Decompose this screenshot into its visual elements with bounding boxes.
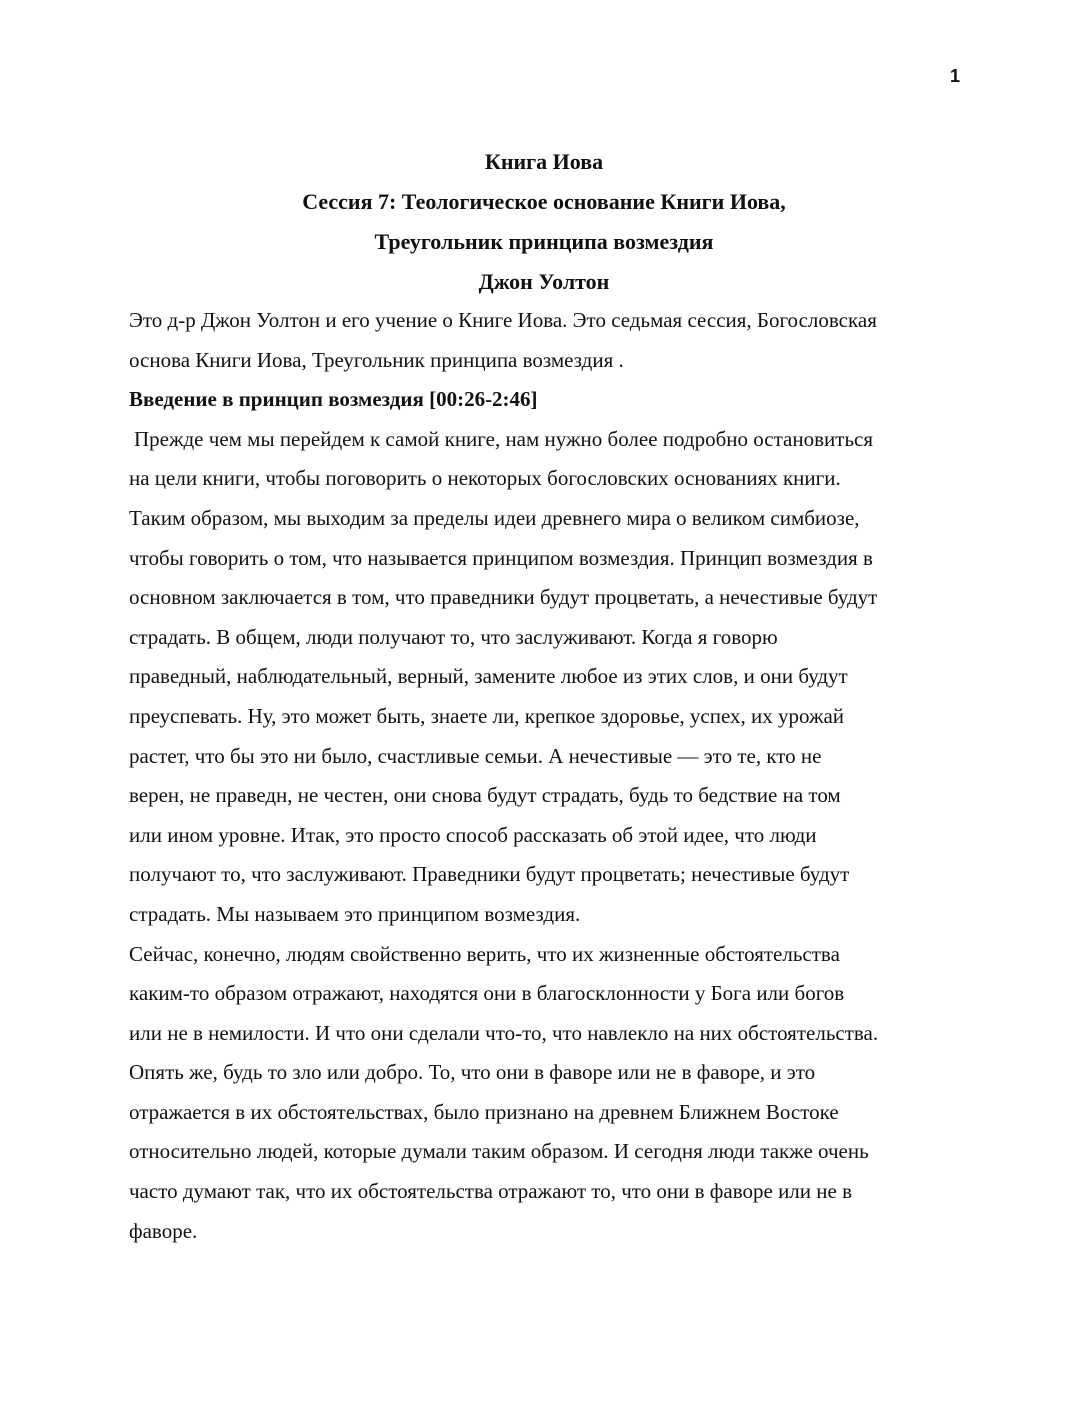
text-line: получают то, что заслуживают. Праведники будут процветать; нечестивые будут [129,862,850,887]
section-heading-text: Введение в принцип возмездия [00:26-2:46] [129,387,538,412]
page-number: 1 [949,66,960,86]
section-heading [129,380,961,420]
text-line: Опять же, будь то зло или добро. То, что они в фаворе или не в фаворе, и это [129,1060,816,1085]
text-line: преуспевать. Ну, это может быть, знаете ли, крепкое здоровье, успех, их урожай [129,703,845,728]
text-line: страдать. В общем, люди получают то, что заслуживают. Когда я говорю [129,624,778,649]
text-line: или не в немилости. И что они сделали что-то, что навлекло на них обстоятельства. [129,1020,879,1045]
session-title: Сессия 7: Теологическое основание Книги Иова, [302,189,786,214]
text-line: страдать. Мы называем это принципом возмездия. [129,901,581,926]
text-line: Таким образом, мы выходим за пределы идеи древнего мира о великом симбиозе, [129,505,860,530]
text-line: Это д-р Джон Уолтон и его учение о Книге Иова. Это седьмая сессия, Богословская [129,308,877,332]
text-line: отражается в их обстоятельствах, было признано на древнем Ближнем Востоке [129,1099,839,1124]
title-block [0,142,1088,302]
text-line: относительно людей, которые думали таким образом. И сегодня люди также очень [129,1139,869,1164]
text-line: на цели книги, чтобы поговорить о некоторых богословских основаниях книги. [129,466,841,491]
text-line: каким-то образом отражают, находятся они в благосклонности у Бога или богов [129,981,845,1006]
document-body [129,301,961,1251]
body-paragraph-2 [129,935,961,1252]
intro-paragraph [129,301,961,380]
text-line: основа Книги Иова, Треугольник принципа возмездия . [129,347,624,372]
text-line: фаворе. [129,1218,198,1243]
text-line: Сейчас, конечно, людям свойственно верить, что их жизненные обстоятельства [129,941,840,966]
body-paragraph-1 [129,420,961,935]
text-line: растет, что бы это ни было, счастливые семьи. А нечестивые — это те, кто не [129,743,822,768]
text-line: или ином уровне. Итак, это просто способ рассказать об этой идее, что люди [129,822,817,847]
text-line: праведный, наблюдательный, верный, замените любое из этих слов, и они будут [129,664,848,689]
text-line: Прежде чем мы перейдем к самой книге, нам нужно более подробно остановиться [134,426,873,451]
book-title: Книга Иова [484,149,604,174]
text-line: часто думают так, что их обстоятельства отражают то, что они в фаворе или не в [129,1179,853,1204]
author-name: Джон Уолтон [478,269,610,294]
text-line: верен, не праведн, не честен, они снова будут страдать, будь то бедствие на том [129,783,841,808]
text-line: основном заключается в том, что праведники будут процветать, а нечестивые будут [129,585,878,610]
text-line: чтобы говорить о том, что называется принципом возмездия. Принцип возмездия в [129,545,873,570]
session-subtitle: Треугольник принципа возмездия [374,229,714,254]
